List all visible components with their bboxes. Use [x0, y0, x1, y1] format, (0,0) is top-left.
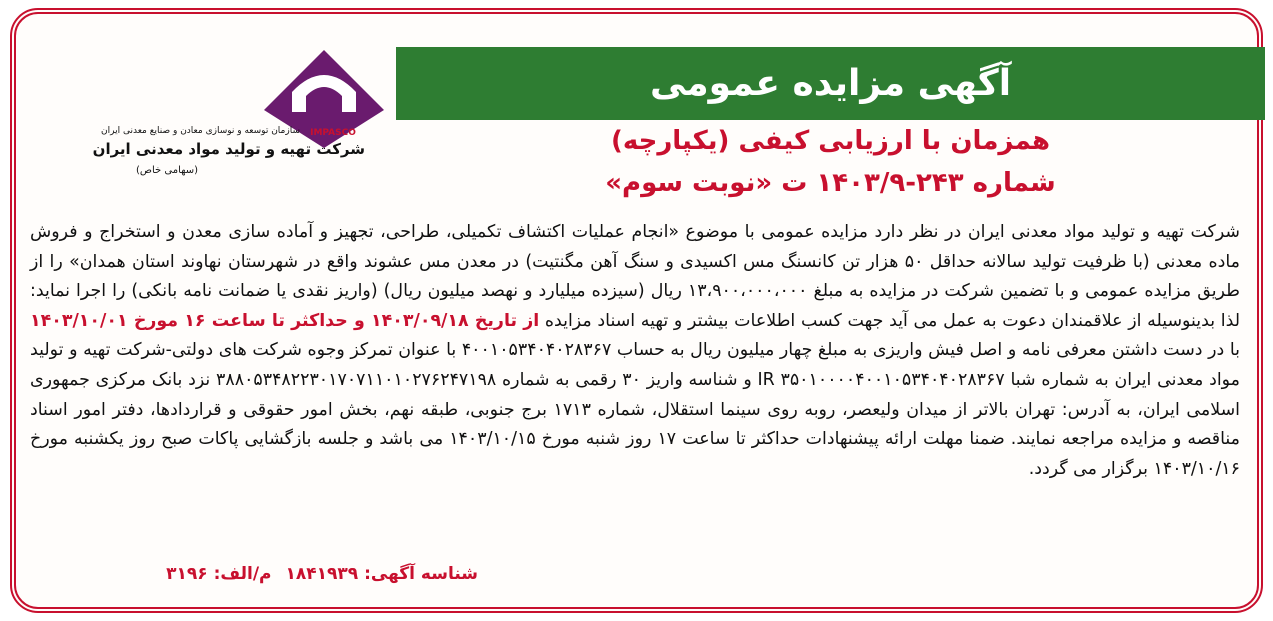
body-subject: «انجام عملیات اکتشاف تکمیلی، طراحی، تجهیز و آماده سازی معدن و استخراج و فروش ماده معدنی (با ظرفیت تولید سالانه حداقل ۵۰ هزار تن کانسنگ مس اکسیدی و سنگ آهن مگنتیت) در معدن مس عشوند واقع در شهرستان نهاوند استان همدان»: [30, 222, 1240, 272]
ad-id: شناسه آگهی: ۱۸۴۱۹۳۹: [285, 564, 478, 584]
ad-footer: [118, 564, 478, 584]
ad-code: م/الف: ۳۱۹۶: [166, 564, 272, 584]
org-parent-name: سازمان توسعه و نوسازی معادن و صنایع معدنی ایران: [101, 126, 300, 136]
logo-brand-text: IMPASCO: [310, 128, 356, 138]
subtitle-line2: شماره ۲۴۳-۱۴۰۳/۹ ت «نوبت سوم»: [605, 168, 1056, 198]
subtitle-line1: همزمان با ارزیابی کیفی (یکپارچه): [610, 126, 1051, 156]
ad-body: [30, 218, 1240, 484]
body-intro: شرکت تهیه و تولید مواد معدنی ایران در نظر دارد مزایده عمومی با موضوع: [679, 222, 1241, 242]
ad-title: آگهی مزایده عمومی: [396, 47, 1265, 120]
org-name: شرکت تهیه و تولید مواد معدنی ایران: [92, 140, 365, 158]
org-type: (سهامی خاص): [135, 165, 199, 176]
body-dates-highlight: از تاریخ ۱۴۰۳/۰۹/۱۸ و حداکثر تا ساعت ۱۶ مورخ ۱۴۰۳/۱۰/۰۱: [30, 310, 540, 331]
body-details: با در دست داشتن معرفی نامه و اصل فیش واریزی به مبلغ چهار میلیون ریال به حساب ۴۰۰۱۰۵۳۴۰۴۰۲۸۳۶۷ با عنوان تمرکز وجوه شرکت های دولتی-شرکت تهیه و تولید مواد معدنی ایران به شماره شبا IR ۳۵۰۱۰۰۰۰۴۰۰۱۰۵۳۴۰۴۰۲۸۳۶۷ و شناسه واریز ۳۰ رقمی به شماره ۳۸۸۰۵۳۴۸۲۲۳۰۱۷۰۷۱۱۰۱۰۲۷۶۲۴۷۱۹۸ نزد بانک مرکزی جمهوری اسلامی ایران، به آدرس: تهران بالاتر از میدان ولیعصر، روبه روی سینما استقلال، شماره ۱۷۱۳ برج جنوبی، طبقه نهم، بخش امور حقوقی و قراردادها، دفتر امور اسناد مناقصه و مزایده مراجعه نمایند. ضمنا مهلت ارائه پیشنهادات حداکثر تا ساعت ۱۷ روز شنبه مورخ ۱۴۰۳/۱۰/۱۵ می باشد و جلسه بازگشایی پاکات صبح روز یکشنبه مورخ ۱۴۰۳/۱۰/۱۶ برگزار می گردد.: [30, 340, 1240, 479]
body-guarantee: را از طریق مزایده عمومی و با تضمین شرکت در مزایده به مبلغ ۱۳،۹۰۰،۰۰۰،۰۰۰ ریال (سیزده میلیارد و نهصد میلیون ریال) (واریز نقدی یا ضمانت نامه بانکی) را اجرا نماید: لذا بدینوسیله از علاقمندان دعوت به عمل می آید جهت کسب اطلاعات بیشتر و تهیه اسناد مزایده: [30, 251, 1241, 331]
